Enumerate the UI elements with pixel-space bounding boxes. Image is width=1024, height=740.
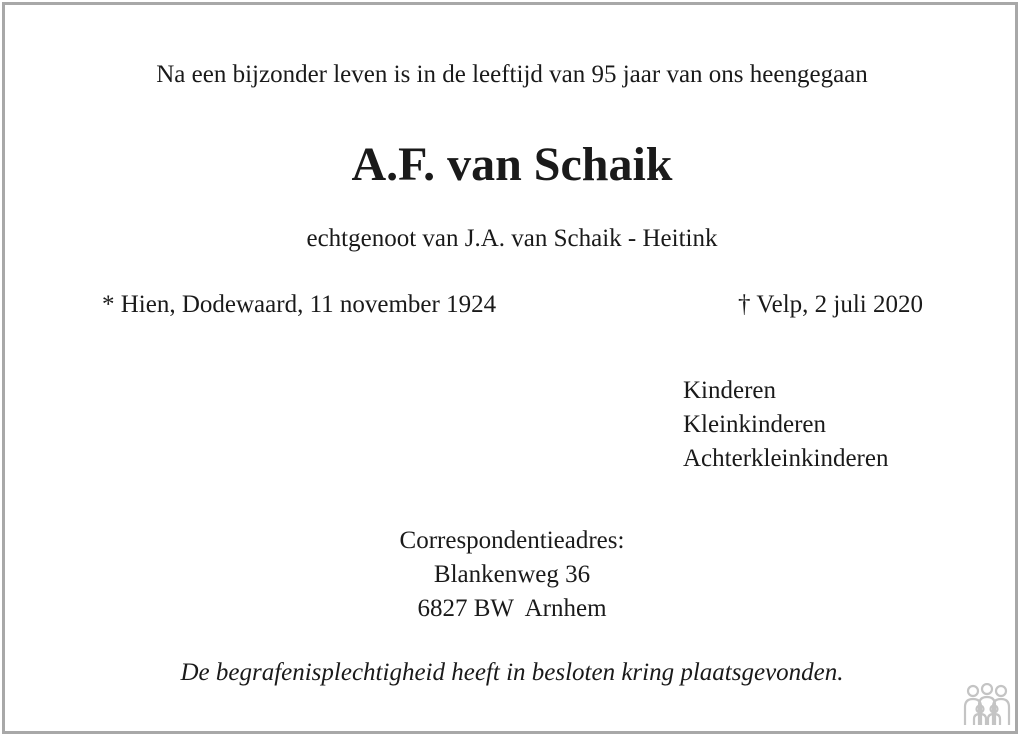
birth-line: * Hien, Dodewaard, 11 november 1924 — [102, 291, 497, 318]
death-line: † Velp, 2 juli 2020 — [738, 291, 923, 318]
spouse-line: echtgenoot van J.A. van Schaik - Heitink — [306, 225, 718, 252]
address-street: Blankenweg 36 — [433, 561, 591, 588]
correspondence-address — [0, 524, 1024, 626]
deceased-name: A.F. van Schaik — [351, 138, 673, 191]
family-item-grandchildren: Kleinkinderen — [683, 411, 827, 438]
family-item-children: Kinderen — [683, 377, 777, 404]
family-item-great-grandchildren: Achterkleinkinderen — [683, 445, 889, 472]
address-city: 6827 BW Arnhem — [417, 595, 607, 622]
closing-text: De begrafenisplechtigheid heeft in besloten kring plaatsgevonden. — [180, 659, 844, 686]
family-list — [683, 374, 888, 476]
address-label: Correspondentieadres: — [399, 527, 625, 554]
family-group-icon — [962, 683, 1012, 727]
intro-text: Na een bijzonder leven is in de leeftijd van 95 jaar van ons heengegaan — [156, 61, 868, 88]
